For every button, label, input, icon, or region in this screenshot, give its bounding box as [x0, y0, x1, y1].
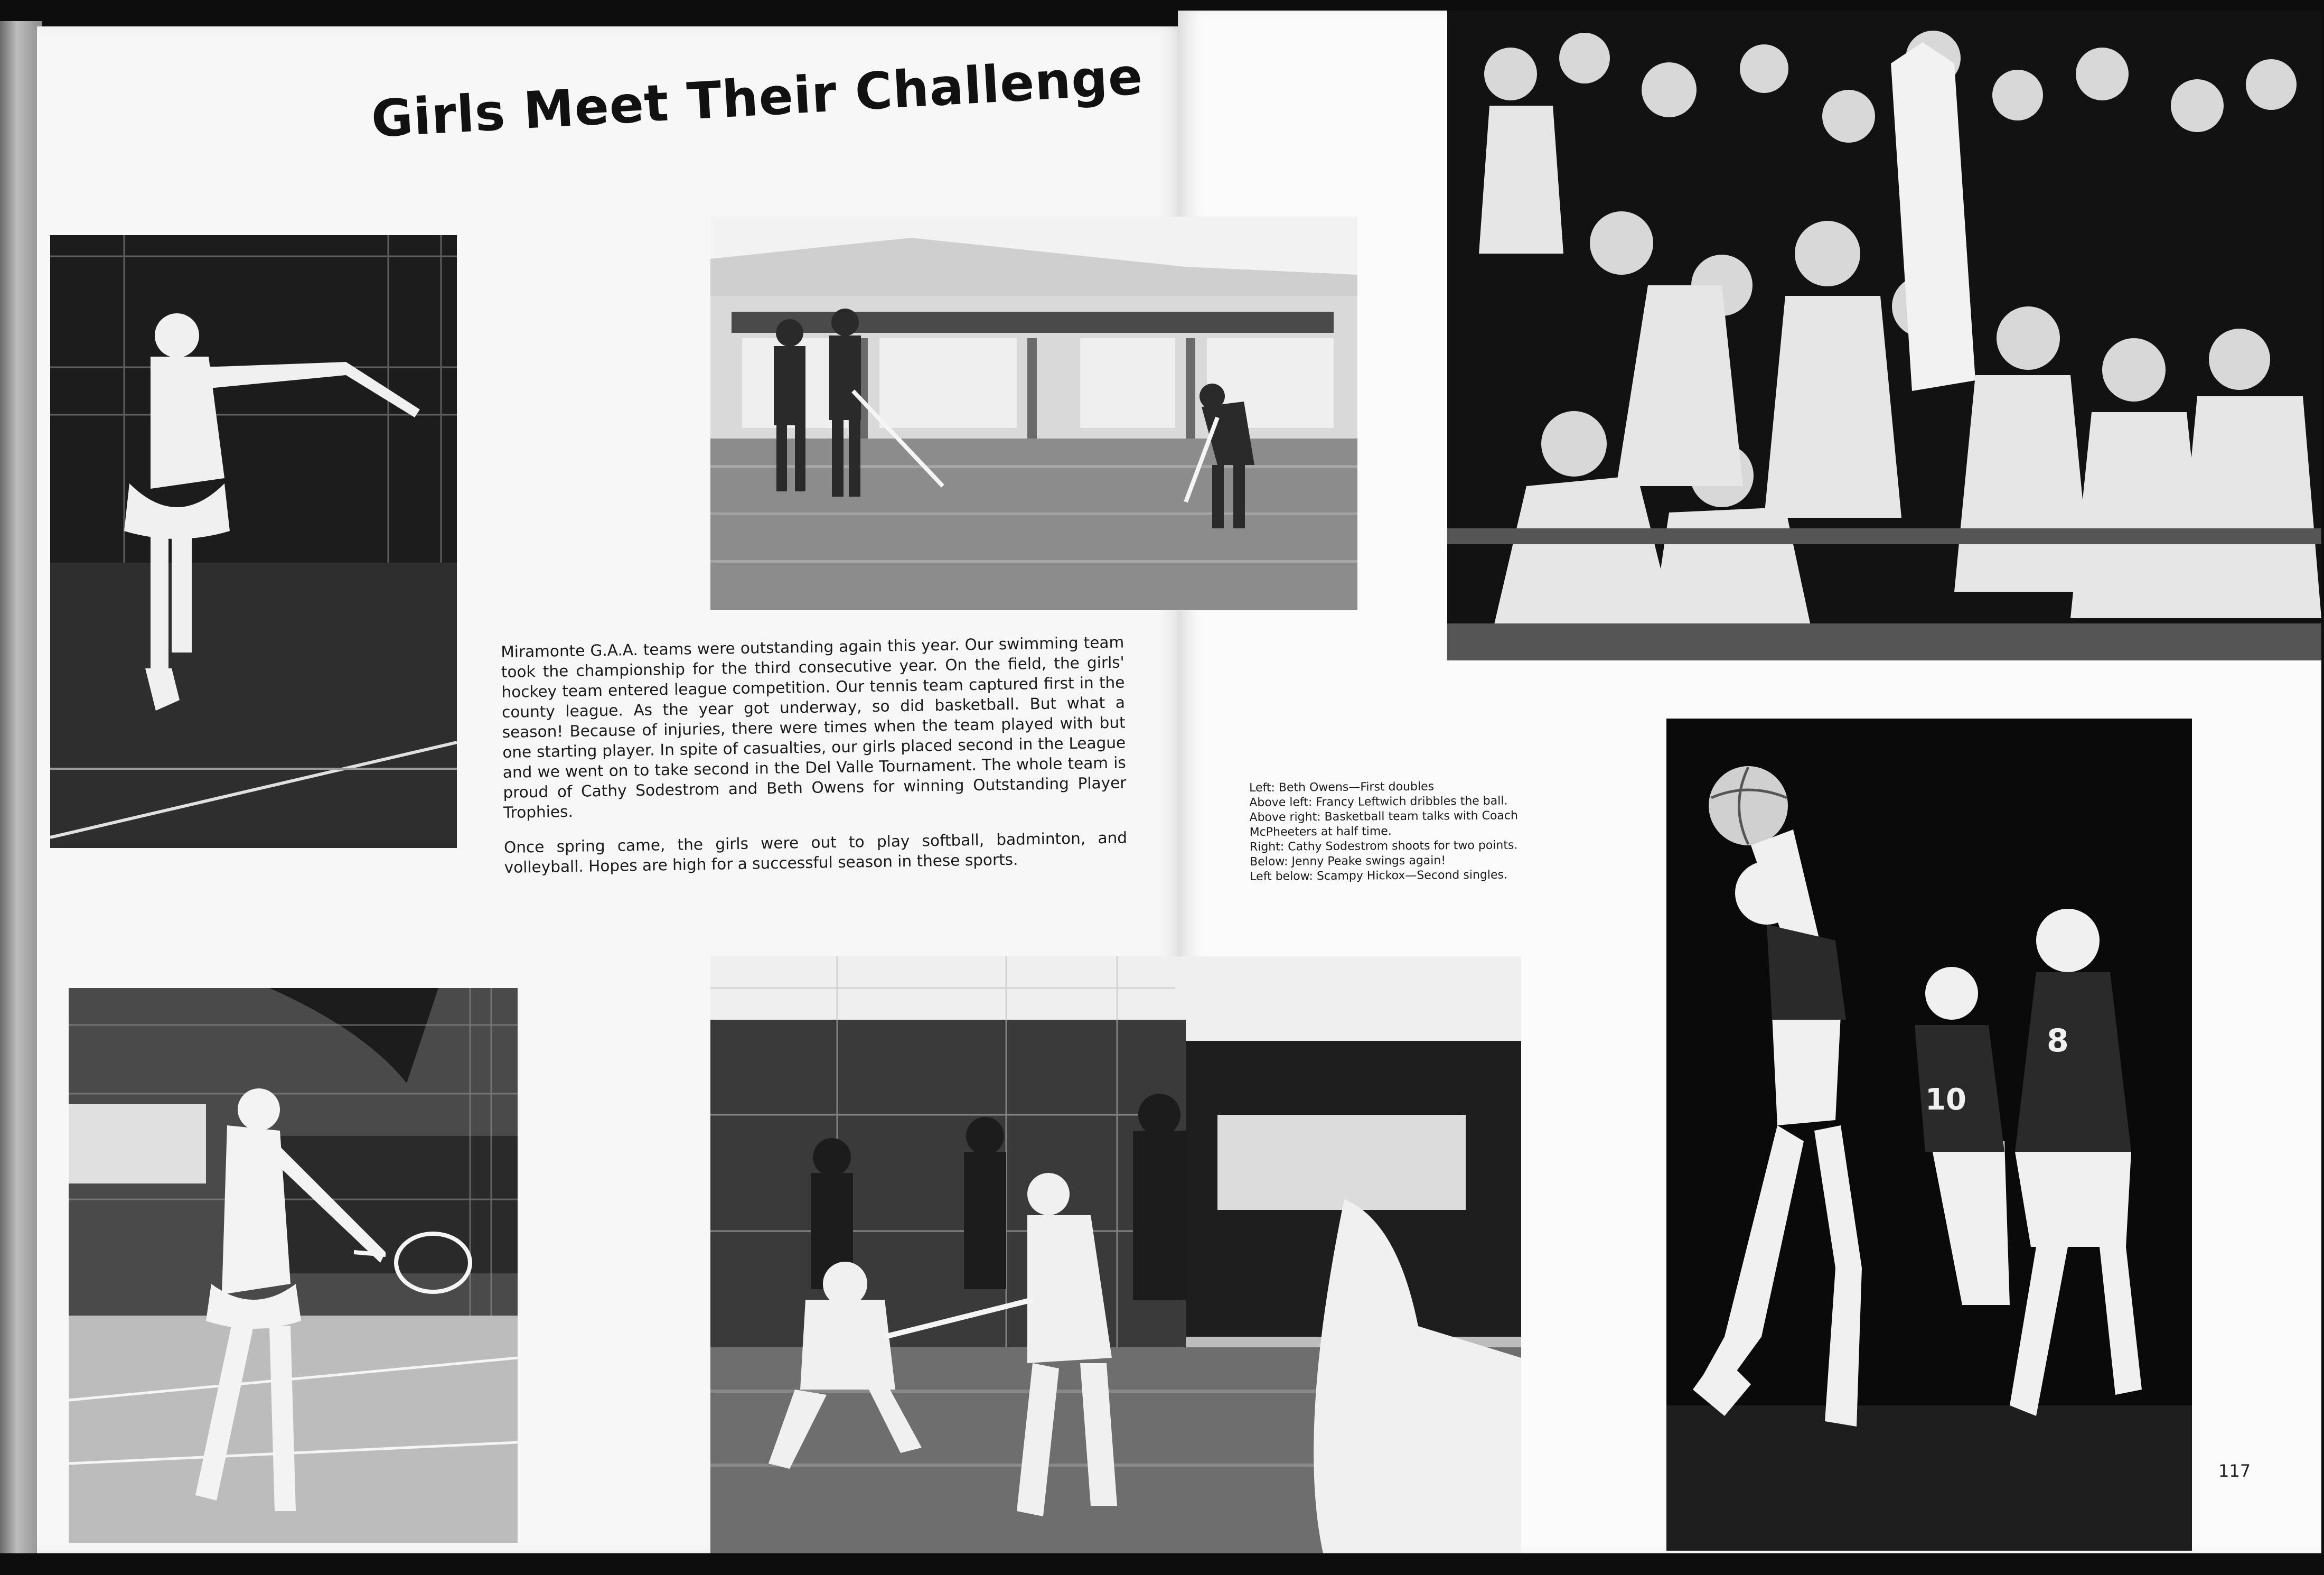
- caption-right: Right: Cathy Sodestrom shoots for two points.: [1249, 838, 1518, 854]
- photo-tennis-backhand: [69, 988, 518, 1543]
- caption-below: Below: Jenny Peake swings again!: [1249, 854, 1446, 869]
- photo-field-hockey: [710, 217, 1357, 610]
- photo-team-huddle: [1447, 11, 2321, 660]
- caption-left-below: Left below: Scampy Hickox—Second singles.: [1250, 868, 1507, 883]
- basketball-shot-image: [1666, 719, 2192, 1551]
- softball-swing-image: [710, 956, 1521, 1553]
- book-cover-edge: [0, 21, 42, 1553]
- photo-captions: [1249, 779, 1524, 884]
- article-body: [501, 632, 1128, 892]
- tennis-backhand-image: [69, 988, 518, 1543]
- photo-basketball-shot: [1666, 719, 2192, 1551]
- caption-above-right: Above right: Basketball team talks with Coach McPheeters at half time.: [1249, 809, 1518, 839]
- caption-left: Left: Beth Owens—First doubles: [1249, 780, 1435, 795]
- page-number: 117: [2218, 1461, 2251, 1481]
- tennis-serve-image: [50, 235, 457, 848]
- caption-above-left: Above left: Francy Leftwich dribbles the ball.: [1249, 794, 1508, 809]
- svg-text:8: 8: [2047, 1022, 2069, 1059]
- photo-tennis-serve: [50, 235, 457, 848]
- page-title: Girls Meet Their Challenge: [370, 46, 1145, 149]
- svg-text:10: 10: [1925, 1083, 1966, 1117]
- article-paragraph-1: Miramonte G.A.A. teams were outstanding again this year. Our swimming team took the championship for the third consecutive year. On the field, the girls' hockey team entered league competition. Our tennis team captured first in the county league. As the year got underway, so did basketball. But what a season! Because of injuries, there were times when the team played with but one starting player. In spite of casualties, our girls placed second in the League and we went on to take second in the Del Valle Tournament. The whole team is proud of Cathy Sodestrom and Beth Owens for winning Outstanding Player Trophies.: [501, 633, 1127, 822]
- photo-softball-swing: [710, 956, 1521, 1553]
- article-paragraph-2: Once spring came, the girls were out to play softball, badminton, and volleyball. Hopes are high for a successful season in these sports.: [503, 828, 1128, 877]
- team-huddle-image: [1447, 11, 2321, 660]
- field-hockey-image: [710, 217, 1357, 610]
